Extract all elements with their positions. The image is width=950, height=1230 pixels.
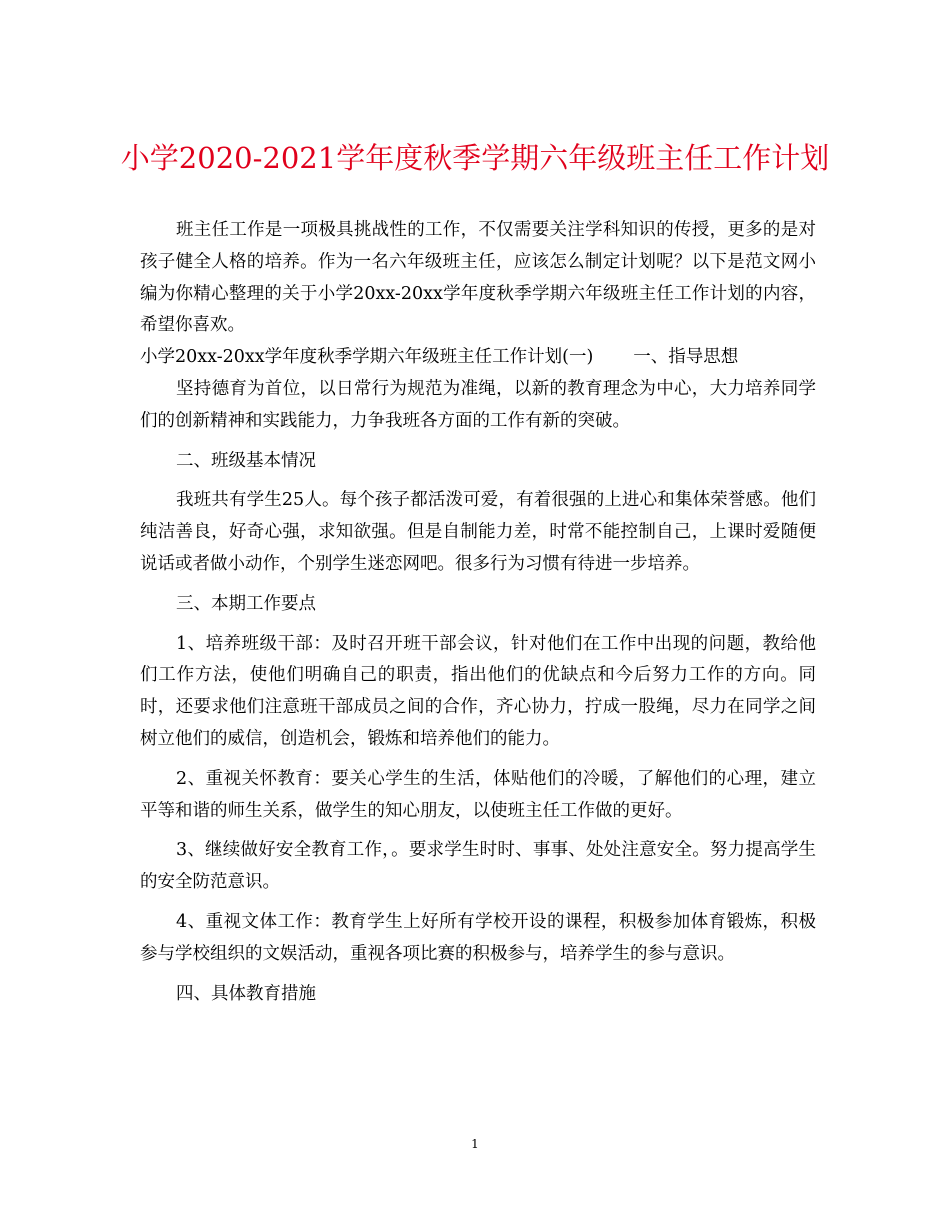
section3-heading: 三、本期工作要点 [176,593,316,614]
section4-heading: 四、具体教育措施 [176,983,316,1004]
section1-heading: 一、指导思想 [633,347,739,368]
point-paragraph: 3、继续做好安全教育工作，。要求学生时时、事事、处处注意安全。努力提高学生的安全防范意识。 [140,840,816,893]
section2-heading: 二、班级基本情况 [176,450,316,471]
point-paragraph: 1、培养班级干部：及时召开班干部会议，针对他们在工作中出现的问题，教给他们工作方法，使他们明确自己的职责，指出他们的优缺点和今后努力工作的方向。同时，还要求他们注意班干部成员之间的合作，齐心协力，拧成一股绳，尽力在同学之间树立他们的威信，创造机会，锻炼和培养他们的能力。 [140,633,816,749]
guiding-paragraph: 坚持德育为首位，以日常行为规范为准绳，以新的教育理念为中心，大力培养同学们的创新精神和实践能力，力争我班各方面的工作有新的突破。 [140,378,816,431]
point-paragraph: 2、重视关怀教育：要关心学生的生活，体贴他们的冷暖，了解他们的心理，建立平等和谐的师生关系，做学生的知心朋友，以使班主任工作做的更好。 [140,768,816,821]
section2-paragraph: 我班共有学生25人。每个孩子都活泼可爱，有着很强的上进心和集体荣誉感。他们纯洁善良，好奇心强，求知欲强。但是自制能力差，时常不能控制自己，上课时爱随便说话或者做小动作，个别学生迷恋网吧。很多行为习惯有待进一步培养。 [140,490,816,574]
plan-subtitle: 小学20xx-20xx学年度秋季学期六年级班主任工作计划(一) [140,347,594,368]
page-number: 1 [471,1137,479,1151]
intro-paragraph: 班主任工作是一项极具挑战性的工作，不仅需要关注学科知识的传授，更多的是对孩子健全人格的培养。作为一名六年级班主任，应该怎么制定计划呢？以下是范文网小编为你精心整理的关于小学20xx-20xx学年度秋季学期六年级班主任工作计划的内容，希望你喜欢。 [140,220,816,336]
point-paragraph: 4、重视文体工作：教育学生上好所有学校开设的课程，积极参加体育锻炼，积极参与学校组织的文娱活动，重视各项比赛的积极参与，培养学生的参与意识。 [140,911,816,964]
plan-subtitle-line [140,342,816,374]
document-title: 小学2020-2021学年度秋季学期六年级班主任工作计划 [120,141,830,175]
document-body [140,215,816,1018]
